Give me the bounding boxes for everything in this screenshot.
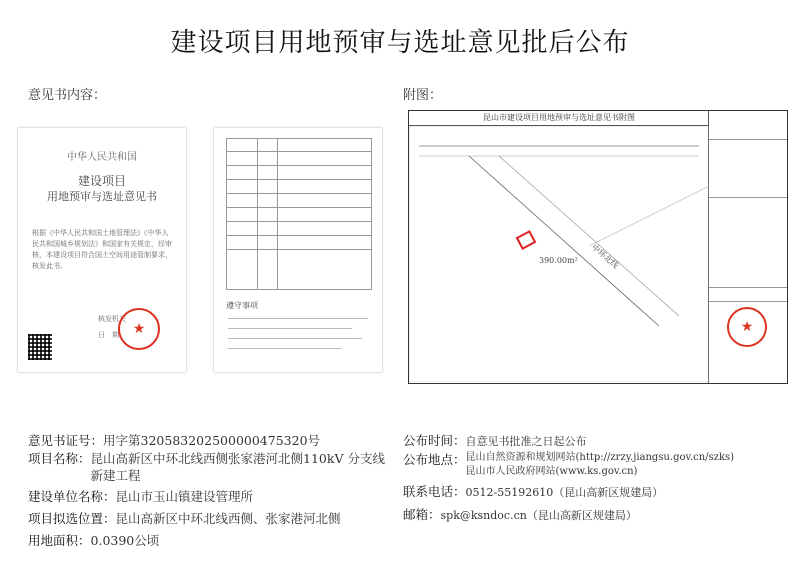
map-diagonal-road-2 <box>499 156 679 316</box>
page-title: 建设项目用地预审与选址意见批后公布 <box>170 28 630 58</box>
map-frame <box>409 126 709 382</box>
info-row-area: 用地面积：0.0390公顷 <box>28 533 160 548</box>
map-seal <box>727 307 767 347</box>
project-parcel-outline <box>517 231 535 248</box>
sign-label: 核发机关 <box>98 315 126 323</box>
map-boundary-line <box>589 186 709 246</box>
info-row-location: 项目拟选位置：昆山高新区中环北线西侧、张家港河北侧 <box>28 511 341 526</box>
parcel-area-label: 390.00m² <box>539 256 578 265</box>
road-label: 中环北线 <box>589 242 621 271</box>
attached-map-label: 附图： <box>403 88 443 103</box>
map-legend-panel <box>708 111 787 383</box>
opinion-document-details[interactable] <box>214 128 382 372</box>
info-row-builder: 建设单位名称：昆山市玉山镇建设管理所 <box>28 489 254 504</box>
info-row-permit-no: 意见书证号：用字第320583202500000475320号 <box>28 433 321 448</box>
country-name: 中华人民共和国 <box>67 152 137 163</box>
doc-title-line1: 建设项目 <box>77 174 126 188</box>
info-row-phone: 联系电话：0512-55192610（昆山高新区规建局） <box>403 484 664 499</box>
attached-map-sheet[interactable] <box>408 110 788 384</box>
info-row-publish-place: 公布地点： 昆山自然资源和规划网站(http://zrzy.jiangsu.gov.cn/szks) 昆山市人民政府网站(www.ks.gov.cn) <box>403 452 735 477</box>
seal-star-icon: ★ <box>132 321 146 337</box>
map-header: 昆山市建设项目用地预审与选址意见书附图 <box>409 111 709 126</box>
date-label: 日 期 <box>98 331 119 339</box>
info-row-email: 邮箱：spk@ksndoc.cn（昆山高新区规建局） <box>403 507 637 522</box>
map-seal-star-icon: ★ <box>740 319 754 335</box>
info-row-project-name: 项目名称： 昆山高新区中环北线西侧张家港河北侧110kV 分支线新建工程 <box>28 451 385 483</box>
details-table <box>226 138 372 290</box>
info-row-publish-time: 公布时间：自意见书批准之日起公布 <box>403 433 587 448</box>
opinion-content-label: 意见书内容： <box>28 88 107 103</box>
qr-code <box>28 334 52 360</box>
official-seal <box>118 308 160 350</box>
info-left-column <box>28 432 390 549</box>
opinion-document-cover[interactable] <box>18 128 186 372</box>
map-diagonal-road-1 <box>469 156 659 326</box>
doc-title-line2: 用地预审与选址意见书 <box>47 190 157 203</box>
notes-heading: 遵守事项 <box>226 301 258 310</box>
doc-body-text: 根据《中华人民共和国土地管理法》《中华人民共和国城乡规划法》和国家有关规定，经审核，本建设项目符合国土空间用途管制要求，核发此书。 <box>32 229 172 270</box>
info-right-column <box>403 432 793 524</box>
site-map <box>409 126 709 382</box>
